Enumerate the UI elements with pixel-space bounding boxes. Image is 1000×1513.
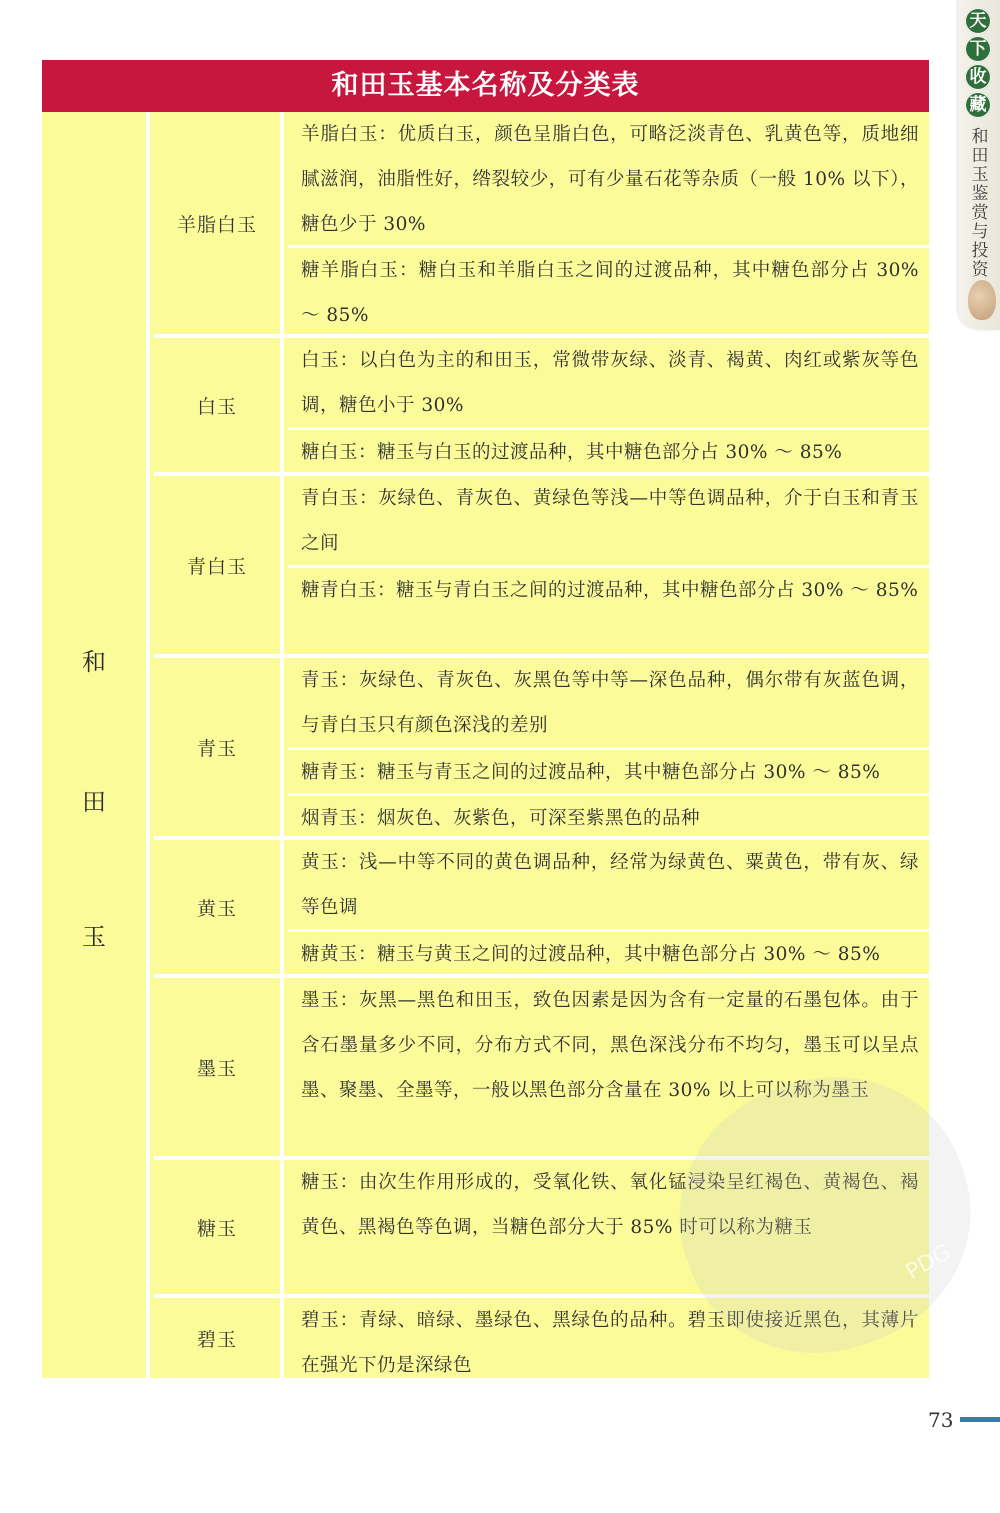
description-cell: 青玉：灰绿色、青灰色、灰黑色等中等—深色品种，偶尔带有灰蓝色调，与青白玉只有颜色深浅的差别 <box>301 670 919 736</box>
group-column <box>42 112 150 1378</box>
table-row <box>154 658 929 836</box>
category-cell: 青玉 <box>154 658 284 836</box>
description-cell: 碧玉：青绿、暗绿、墨绿色、黑绿色的品种。碧玉即使接近黑色，其薄片在强光下仍是深绿色 <box>301 1310 919 1376</box>
description-cell: 烟青玉：烟灰色、灰紫色，可深至紫黑色的品种 <box>301 808 701 829</box>
series-char: 天 <box>965 8 991 34</box>
description-cell: 糖黄玉：糖玉与黄玉之间的过渡品种，其中糖色部分占 30% ～ 85% <box>301 944 881 965</box>
description-cell: 墨玉：灰黑—黑色和田玉，致色因素是因为含有一定量的石墨包体。由于含石墨量多少不同，分布方式不同，黑色深浅分布不均匀，墨玉可以呈点墨、聚墨、全墨等，一般以黑色部分含量在 30% 以上可以称为墨玉 <box>301 990 919 1101</box>
series-label <box>963 8 997 120</box>
description-cell: 糖白玉：糖玉与白玉的过渡品种，其中糖色部分占 30% ～ 85% <box>301 442 843 463</box>
book-title: 和田玉鉴赏与投资 <box>971 127 989 280</box>
category-cell: 黄玉 <box>154 840 284 974</box>
table-row <box>154 112 929 334</box>
category-cell: 糖玉 <box>154 1160 284 1294</box>
description-cell: 青白玉：灰绿色、青灰色、黄绿色等浅—中等色调品种，介于白玉和青玉之间 <box>301 488 919 554</box>
teapot-decoration-icon <box>968 280 996 320</box>
table-row <box>154 476 929 654</box>
description-cell: 羊脂白玉：优质白玉，颜色呈脂白色，可略泛淡青色、乳黄色等，质地细腻滋润，油脂性好，绺裂较少，可有少量石花等杂质（一般 10% 以下），糖色少于 30% <box>301 124 919 235</box>
series-char: 收 <box>965 64 991 90</box>
table-row <box>154 338 929 472</box>
series-char: 下 <box>965 36 991 62</box>
page-number-bar <box>960 1417 1000 1422</box>
series-char: 藏 <box>965 92 991 118</box>
description-cell: 糖青白玉：糖玉与青白玉之间的过渡品种，其中糖色部分占 30% ～ 85% <box>301 580 919 601</box>
watermark-text: PDG <box>901 1239 956 1286</box>
group-char: 田 <box>82 788 106 816</box>
page-number: 73 <box>928 1408 954 1432</box>
category-cell: 墨玉 <box>154 978 284 1156</box>
description-cell: 糖羊脂白玉：糖白玉和羊脂白玉之间的过渡品种，其中糖色部分占 30% ～ 85% <box>301 260 919 326</box>
category-cell: 羊脂白玉 <box>154 112 284 334</box>
description-cell: 糖青玉：糖玉与青玉之间的过渡品种，其中糖色部分占 30% ～ 85% <box>301 762 881 783</box>
description-cell: 黄玉：浅—中等不同的黄色调品种，经常为绿黄色、粟黄色，带有灰、绿等色调 <box>301 852 919 918</box>
category-cell: 白玉 <box>154 338 284 472</box>
description-cell: 糖玉：由次生作用形成的，受氧化铁、氧化锰浸染呈红褐色、黄褐色、褐黄色、黑褐色等色调，当糖色部分大于 85% 时可以称为糖玉 <box>301 1172 919 1238</box>
side-tab <box>958 0 1000 330</box>
category-cell: 青白玉 <box>154 476 284 654</box>
group-char: 和 <box>82 648 106 676</box>
description-cell: 白玉：以白色为主的和田玉，常微带灰绿、淡青、褐黄、肉红或紫灰等色调，糖色小于 30% <box>301 350 919 416</box>
table-title: 和田玉基本名称及分类表 <box>42 60 929 112</box>
table-row <box>154 840 929 974</box>
group-char: 玉 <box>82 923 106 951</box>
category-cell: 碧玉 <box>154 1298 284 1378</box>
